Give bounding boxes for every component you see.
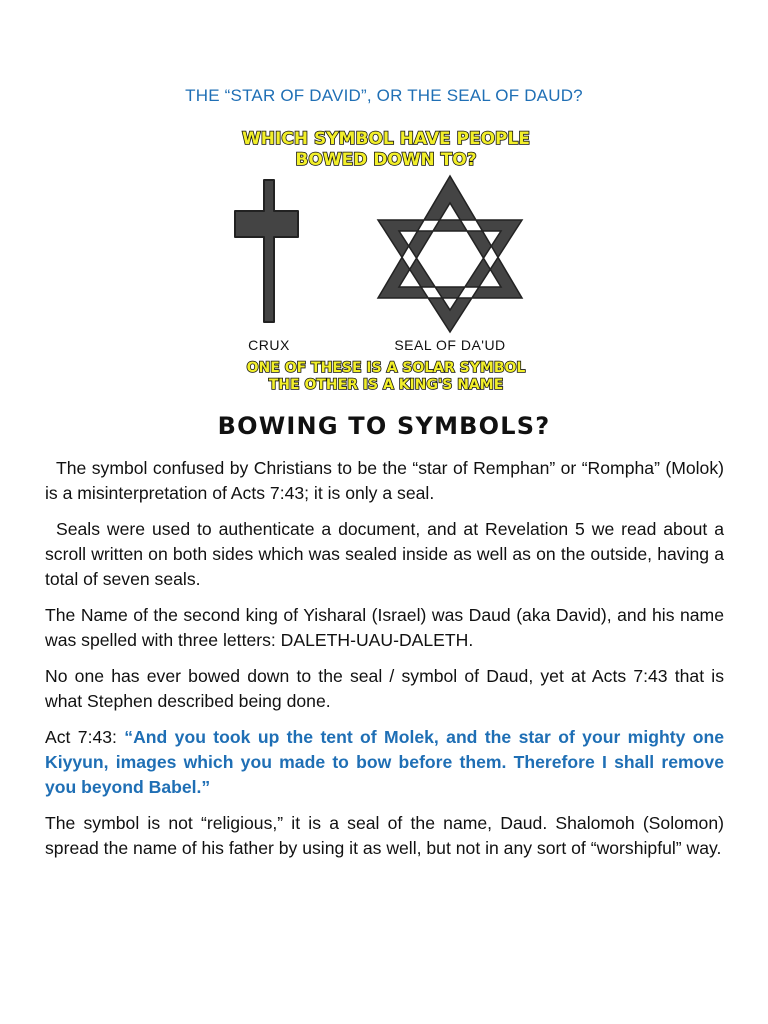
paragraph-daud-name: The Name of the second king of Yisharal (Israel) was Daud (aka David), and his name was spelled with three letters: DALETH-UAU-DALETH.: [45, 605, 724, 650]
paragraph-not-religious: The symbol is not “religious,” it is a seal of the name, Daud. Shalomoh (Solomon) spread the name of his father by using it as well, but not in any sort of “worshipful” way.: [45, 813, 724, 858]
section-heading: BOWING TO SYMBOLS?: [217, 412, 551, 440]
verse-quote: “And you took up the tent of Molek, and the star of your mighty one Kiyyun, images which you made to bow before them. Therefore I shall remove you beyond Babel.”: [45, 727, 724, 797]
paragraph-acts-quote: [45, 725, 724, 800]
star-of-david-icon: [378, 176, 522, 332]
question-line-1: WHICH SYMBOL HAVE PEOPLE: [242, 129, 530, 149]
symbols-figure: [228, 120, 544, 396]
article-body: [45, 456, 724, 872]
question-line-2: BOWED DOWN TO?: [295, 150, 477, 170]
symbols-graphic: [228, 120, 544, 396]
cross-icon: [235, 180, 298, 322]
paragraph-seals: Seals were used to authenticate a document, and at Revelation 5 we read about a scroll written on both sides which was sealed inside as well as on the outside, having a total of seven seals.: [45, 519, 724, 589]
caption-line-2: THE OTHER IS A KING'S NAME: [268, 377, 504, 393]
caption-line-1: ONE OF THESE IS A SOLAR SYMBOL: [246, 360, 526, 376]
crux-label: CRUX: [248, 337, 290, 353]
paragraph-remphan: The symbol confused by Christians to be the “star of Remphan” or “Rompha” (Molok) is a misinterpretation of Acts 7:43; it is only a seal.: [45, 458, 724, 503]
paragraph-bowed-down: No one has ever bowed down to the seal / symbol of Daud, yet at Acts 7:43 that is what Stephen described being done.: [45, 666, 724, 711]
page-title: THE “STAR OF DAVID”, OR THE SEAL OF DAUD?: [185, 86, 583, 105]
verse-reference: Act 7:43:: [45, 727, 125, 747]
seal-of-daud-label: SEAL OF DA'UD: [394, 337, 506, 353]
